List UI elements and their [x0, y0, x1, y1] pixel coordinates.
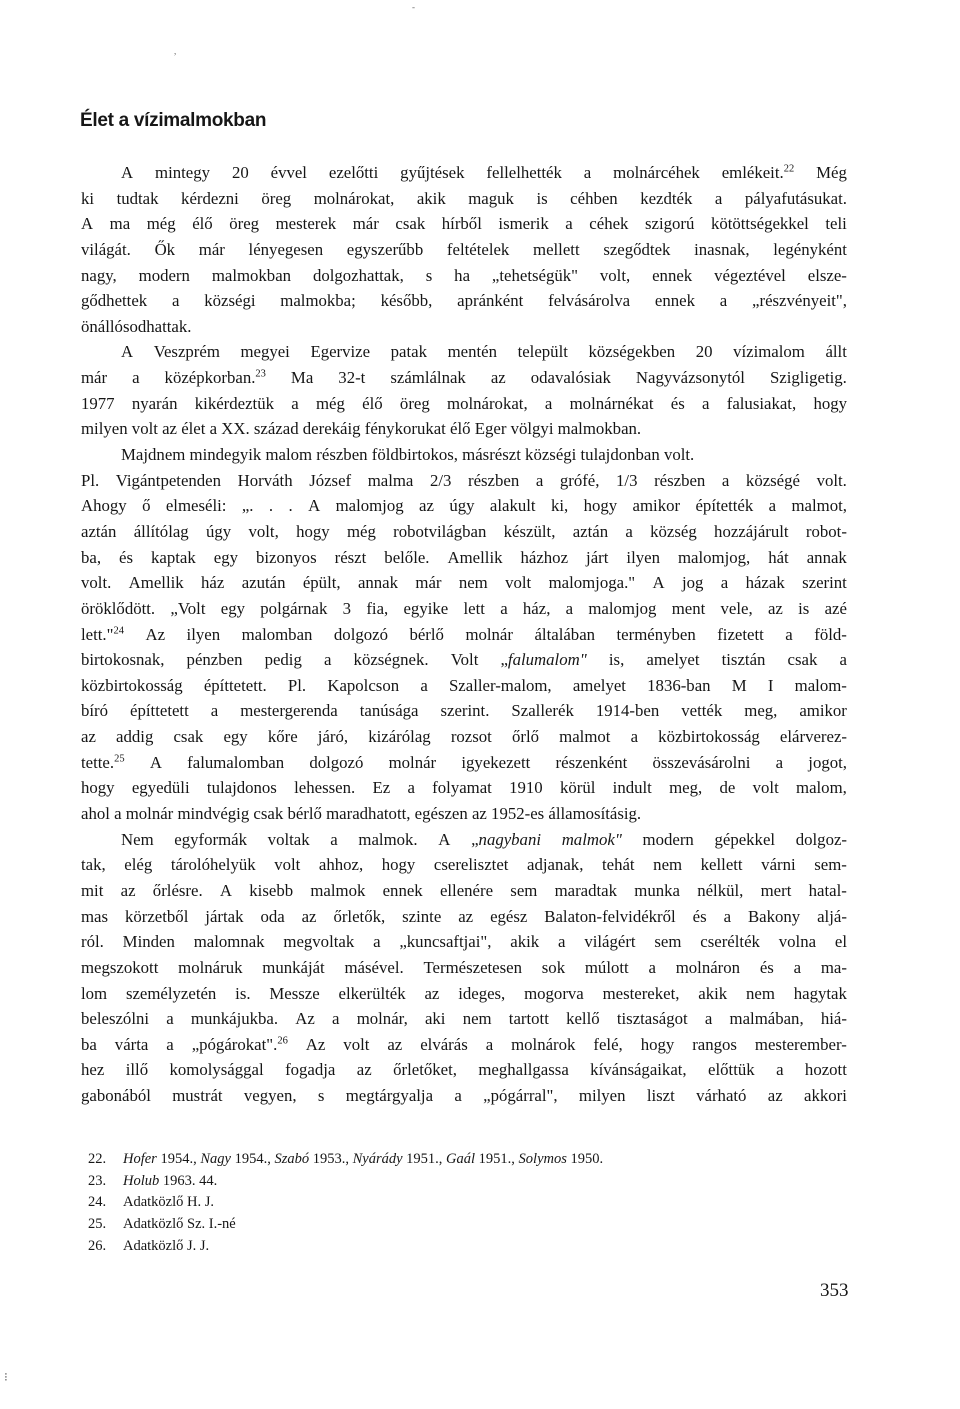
section-title: Élet a vízimalmokban — [80, 110, 267, 131]
text-line: A mintegy 20 évvel ezelőtti gyűjtések fellelhették a molnárcéhek emlékeit.$^{22}$ Még — [121, 163, 847, 182]
text-line: ba várta a „pógárokat".$^{26}$ Az volt az elvárás a molnárok felé, hogy rangos mesterember- — [81, 1034, 847, 1054]
footnote-text: Holub 1963. 44. — [123, 1172, 218, 1189]
text-line: már a középkorban.$^{23}$ Ma 32-t számlálnak az odavalósiak Nagyvázsonytól Szigligetig. — [81, 368, 847, 388]
text-line: milyen volt az élet a XX. század derekáig fénykorukat élő Eger völgyi malmokban. — [81, 419, 642, 439]
text-line: tak, elég tárolóhelyük volt ahhoz, hogy cserelisztet adjanak, tehát nem kellett várni sem- — [81, 855, 847, 875]
footnote-number: 22. — [88, 1151, 107, 1167]
scan-mark: , — [174, 46, 177, 56]
text-line: Pl. Vigántpetenden Horváth József malma 2/3 részben a grófé, 1/3 részben a községé volt. — [81, 470, 847, 490]
footnote-ref: 23 — [255, 368, 266, 380]
footnote-ref: 25 — [114, 753, 125, 765]
footnote — [88, 1214, 603, 1236]
text-line: A Veszprém megyei Egervize patak mentén települt községekben 20 vízimalom állt — [121, 342, 847, 362]
text-line: mas körzetből jártak oda az őrletők, szinte az egész Balaton-felvidékről és a Bakony aljá- — [81, 906, 847, 926]
text-line: hogy egyedüli tulajdonos lehessen. Ez a folyamat 1910 körül indult meg, de volt malom, — [81, 778, 847, 798]
text-line: közbirtokosság építtetett. Pl. Kapolcson a Szaller-malom, amelyet 1836-ban M I malom- — [81, 675, 847, 695]
scan-mark: ⁝ — [4, 1370, 8, 1384]
text-line: világát. Ők már lényegesen egyszerűbb feltételek mellett szegődtek inasnak, legényként — [81, 239, 847, 259]
footnote-number: 26. — [88, 1237, 107, 1254]
footnote — [88, 1192, 603, 1214]
text-line: beleszólni a munkájukba. Az a molnár, aki nem tartott kellő tisztaságot a malmában, hiá- — [81, 1009, 847, 1029]
text-line: mit az őrlésre. A kisebb malmok ennek ellenére sem maradtak munka nélkül, mert hatal- — [81, 880, 847, 900]
text-line: Ahogy ő elmeséli: „. . . A malomjog az úgy alakult ki, hogy amikor építették a malmot, — [81, 496, 847, 516]
text-line: ról. Minden malomnak megvoltak a „kuncsaftjai", akik a világért sem cserélték volna el — [81, 932, 847, 952]
footnote-ref: 24 — [113, 624, 124, 636]
footnote — [88, 1236, 603, 1258]
text-line: lett."$^{24}$ Az ilyen malomban dolgozó bérlő molnár általában terményben fizetett a föld- — [81, 624, 847, 644]
footnote-ref: 22 — [783, 163, 795, 175]
footnote-text: Adatközlő Sz. I.-né — [123, 1216, 236, 1233]
text-line: lom személyzetén is. Messze elkerülték az ideges, mogorva mestereket, akik nem hagytak — [81, 983, 847, 1003]
text-line: 1977 nyarán kikérdeztük a még élő öreg molnárokat, a molnárnékat és a falusiakat, hogy — [81, 393, 847, 413]
text-line: ba, és kaptak egy bizonyos részt belőle. Amellik házhoz járt ilyen malomjog, hát annak — [81, 547, 847, 567]
text-line: aztán állítólag úgy volt, hogy még robotvilágban készült, aztán a község hozzájárult robot- — [81, 521, 847, 541]
text-line: bíró építtetett a mestergerenda tanúsága szerint. Szallerék 1914-ben vették meg, amikor — [81, 701, 847, 721]
text-line: gődhettek a községi malmokba; később, apránként felvásárolva ennek a „részvényeit", — [81, 291, 847, 311]
text-line: önállósodhattak. — [81, 316, 192, 336]
footnote-number: 24. — [88, 1194, 107, 1211]
footnote-text: Adatközlő J. J. — [123, 1237, 210, 1254]
text-line: volt. Amellik ház azután épült, annak már nem volt malomjoga." A jog a házak szerint — [81, 573, 847, 593]
footnote-text: Hofer 1954., Nagy 1954., Szabó 1953., Nyárády 1951., Gaál 1951., Solymos 1950. — [123, 1151, 604, 1167]
text-line: gabonából mustrát vegyen, s megtárgyalja a „pógárral", milyen liszt várható az akkori — [81, 1086, 847, 1106]
body-text — [81, 160, 847, 1109]
footnote-ref: 26 — [277, 1035, 288, 1047]
page-number: 353 — [820, 1280, 849, 1301]
footnote-number: 25. — [88, 1216, 107, 1233]
footnotes — [88, 1149, 603, 1258]
footnote — [88, 1171, 603, 1193]
text-line: hez illő komolysággal fogadja az őrletőket, meghallgassa kívánságaikat, előttük a hozott — [81, 1060, 847, 1080]
text-line: ki tudtak kérdezni öreg molnárokat, akik maguk is céhben kezdték a pályafutásukat. — [81, 188, 847, 208]
scan-mark: - — [412, 2, 415, 12]
text-line: az addig csak egy kőre járó, kizárólag rozsot őrlő malmot a közbirtokosság elárverez- — [81, 727, 847, 747]
text-line: ahol a molnár mindvégig csak bérlő maradhatott, egészen az 1952-es államosításig. — [81, 804, 642, 824]
text-line: megszokott molnáruk munkáját másével. Természetesen sok múlott a molnáron és a ma- — [81, 957, 847, 977]
text-line: tette.$^{25}$ A falumalomban dolgozó molnár igyekezett részenként összevásárolni a jogot, — [81, 752, 847, 772]
footnote — [88, 1149, 603, 1171]
text-line: Nem egyformák voltak a malmok. A „nagybani malmok" modern gépekkel dolgoz- — [121, 829, 847, 849]
text-line: nagy, modern malmokban dolgozhattak, s ha „tehetségük" volt, ennek végeztével elsze- — [81, 265, 847, 285]
text-line: öröklődött. „Volt egy polgárnak 3 fia, egyike lett a ház, a malomjog ment vele, az is azé — [81, 598, 847, 618]
footnote-text: Adatközlő H. J. — [123, 1194, 215, 1211]
footnote-number: 23. — [88, 1172, 107, 1189]
text-line: birtokosnak, pénzben pedig a községnek. Volt „falumalom" is, amelyet tisztán csak a — [81, 650, 847, 670]
text-line: A ma még élő öreg mesterek már csak hírből ismerik a céhek szigorú kötöttségekkel teli — [81, 214, 847, 234]
text-line: Majdnem mindegyik malom részben földbirtokos, másrészt községi tulajdonban volt. — [121, 445, 695, 465]
